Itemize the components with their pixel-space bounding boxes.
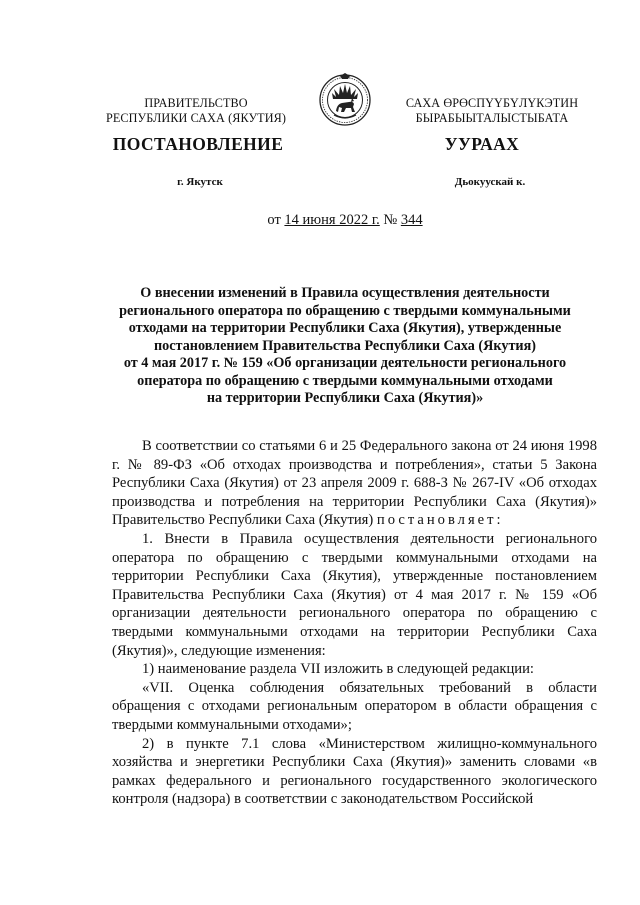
header-left <box>100 96 292 125</box>
date-prefix: от <box>267 212 281 228</box>
date-line <box>160 212 530 229</box>
document-body <box>112 437 597 809</box>
title-line: от 4 мая 2017 г. № 159 «Об организации деятельности регионального <box>123 355 567 371</box>
paragraph-item-1: 1. Внести в Правила осуществления деятельности регионального оператора по обращению с твердыми коммунальными отходами на территории Республики Саха (Якутия), утвержденные постановлением Правительства Республики Саха (Якутия) от 4 мая 2017 г. № 159 «Об организации деятельности регионального оператора по обращению с твердыми коммунальными отходами на территории Республики Саха (Якутия)», следующие изменения: <box>112 530 597 659</box>
header-right-line2: БЫРАБЫЫТАЛЫСТЫБАТА <box>415 110 569 125</box>
paragraph-subitem-2: 2) в пункте 7.1 слова «Министерством жилищно-коммунального хозяйства и энергетики Республики Саха (Якутия)» заменить словами «в рамках федерального и регионального государственного экологического контроля (надзора) в соответствии с законодательством Российской <box>112 735 597 808</box>
paragraph-section-vii: «VII. Оценка соблюдения обязательных требований в области обращения с отходами региональным оператором в области обращения с твердыми коммунальными отходами»; <box>112 679 597 733</box>
title-line: постановлением Правительства Республики Саха (Якутия) <box>153 337 537 354</box>
document-date: 14 июня 2022 г. <box>284 212 380 228</box>
header-left-line2: РЕСПУБЛИКИ САХА (ЯКУТИЯ) <box>105 110 287 125</box>
city-left: г. Якутск <box>177 176 223 188</box>
title-line: на территории Республики Саха (Якутия)» <box>206 390 484 406</box>
city-right: Дьокуускай к. <box>454 176 526 188</box>
preamble-paragraph <box>112 437 597 530</box>
header-left-line1: ПРАВИТЕЛЬСТВО <box>144 96 248 110</box>
document-title <box>80 285 610 408</box>
document-number: 344 <box>400 212 423 228</box>
title-line: отходами на территории Республики Саха (Якутия), утвержденные <box>128 320 562 336</box>
title-line: О внесении изменений в Правила осуществления деятельности <box>140 285 550 301</box>
title-right: УУРААХ <box>444 134 520 154</box>
header-right <box>392 96 592 125</box>
header-right-line1: САХА ӨРӨСПҮҮБҮЛҮКЭТИН <box>405 96 579 110</box>
preamble-text: В соответствии со статьями 6 и 25 Федерального закона от 24 июня 1998 г. № 89-ФЗ «Об отходах производства и потребления», статьи 5 Закона Республики Саха (Якутия) от 23 апреля 2009 г. 688-З № 267-IV «Об отходах производства и потребления на территории Республики Саха (Якутия)» Правительство Республики Саха (Якутия) <box>112 438 597 529</box>
coat-of-arms-emblem-icon <box>319 71 371 128</box>
title-left: ПОСТАНОВЛЕНИЕ <box>112 134 284 154</box>
number-sign: № <box>383 212 398 228</box>
resolves-word: постановляет: <box>376 512 504 529</box>
title-line: оператора по обращению с твердыми коммунальными отходами <box>137 372 553 389</box>
title-line: регионального оператора по обращению с твердыми коммунальными <box>119 302 571 319</box>
paragraph-subitem-1: 1) наименование раздела VII изложить в следующей редакции: <box>142 661 534 678</box>
